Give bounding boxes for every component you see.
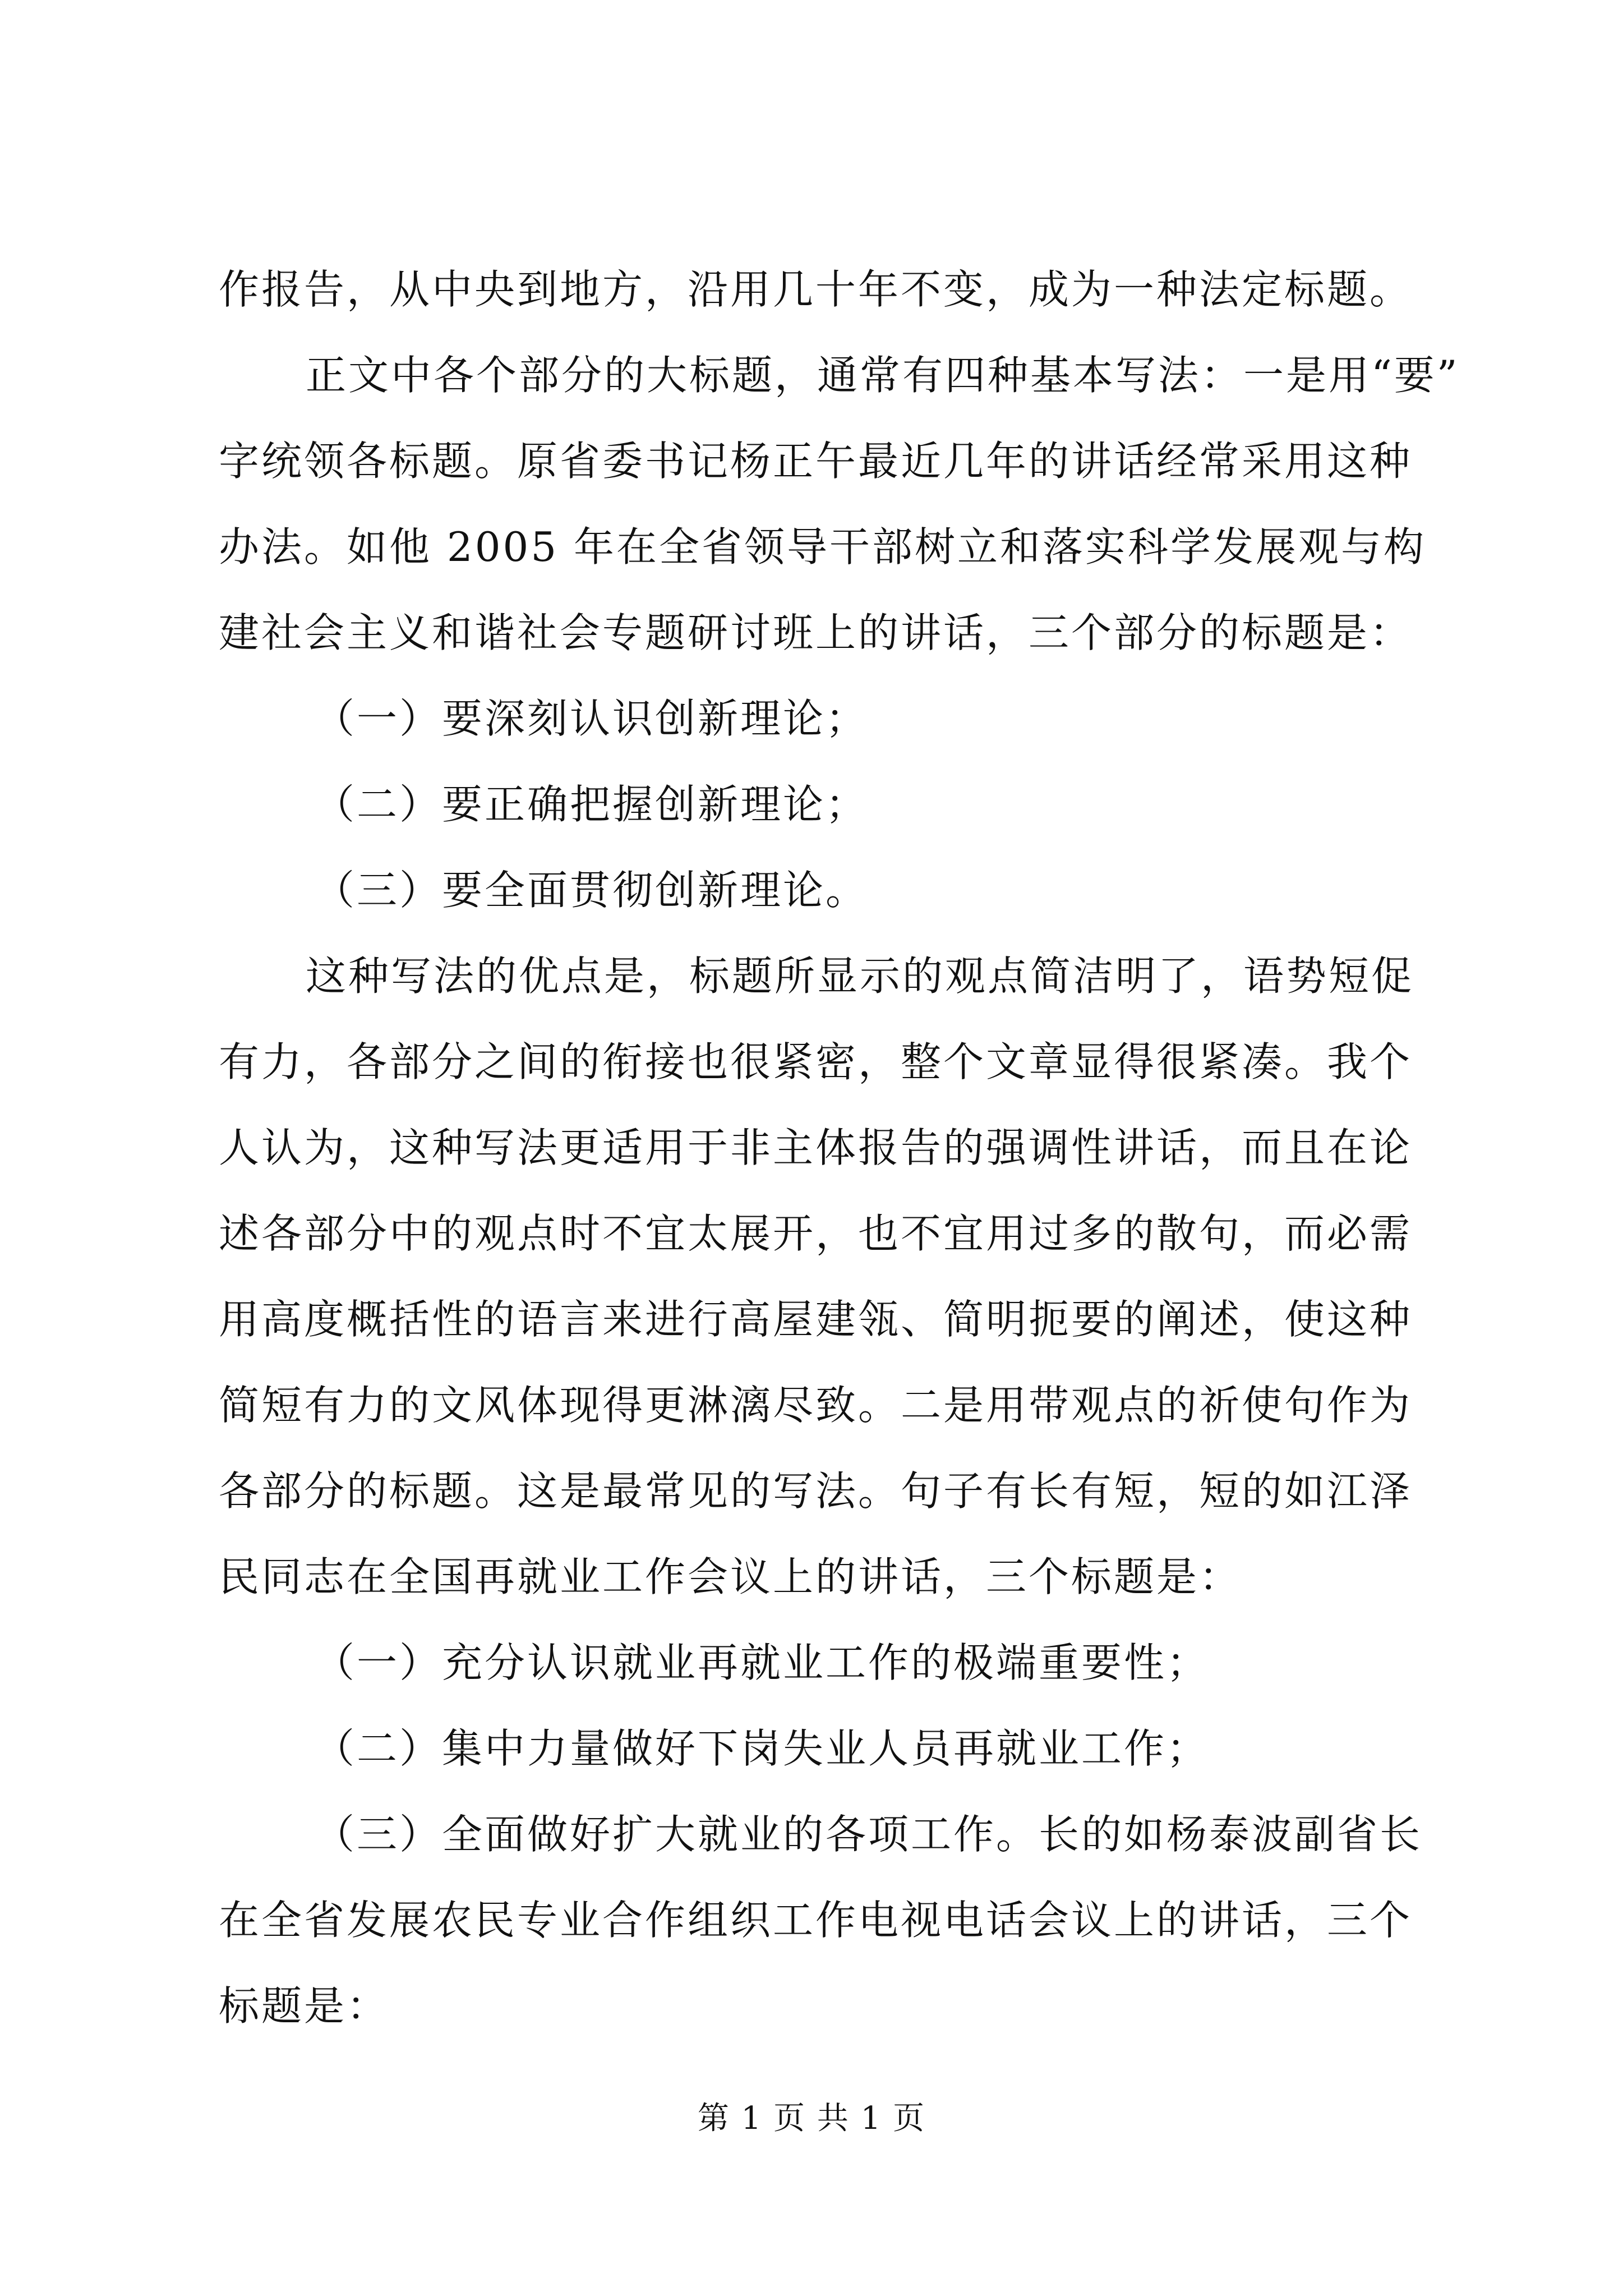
text-line: 用高度概括性的语言来进行高屋建瓴、简明扼要的阐述，使这种	[219, 1296, 1413, 1343]
text-line: 人认为，这种写法更适用于非主体报告的强调性讲话，而且在论	[219, 1124, 1413, 1171]
text-line: 简短有力的文风体现得更淋漓尽致。二是用带观点的祈使句作为	[219, 1382, 1413, 1429]
text-line: 在全省发展农民专业合作组织工作电视电话会议上的讲话，三个	[219, 1897, 1413, 1944]
text-line: 标题是：	[219, 1982, 390, 2030]
text-line: 民同志在全国再就业工作会议上的讲话，三个标题是：	[219, 1553, 1242, 1600]
text-line: 办法。如他 2005 年在全省领导干部树立和落实科学发展观与构	[219, 523, 1427, 570]
text-line: 字统领各标题。原省委书记杨正午最近几年的讲话经常采用这种	[219, 438, 1413, 485]
page-number-footer: 第 1 页 共 1 页	[697, 2100, 926, 2137]
paragraph-start-line: 这种写法的优点是，标题所显示的观点简洁明了，语势短促	[306, 953, 1414, 1000]
text-line: 有力，各部分之间的衔接也很紧密，整个文章显得很紧凑。我个	[219, 1038, 1413, 1085]
text-line: 作报告，从中央到地方，沿用几十年不变，成为一种法定标题。	[219, 266, 1413, 313]
paragraph-start-line: 正文中各个部分的大标题，通常有四种基本写法：一是用“要”	[306, 352, 1460, 399]
text-line: 建社会主义和谐社会专题研讨班上的讲话，三个部分的标题是：	[219, 609, 1413, 656]
text-line: 各部分的标题。这是最常见的写法。句子有长有短，短的如江泽	[219, 1467, 1413, 1515]
list-item: （二）要正确把握创新理论；	[314, 781, 869, 828]
list-item: （三）全面做好扩大就业的各项工作。长的如杨泰波副省长	[314, 1811, 1423, 1858]
list-item: （一）充分认识就业再就业工作的极端重要性；	[314, 1639, 1210, 1686]
list-item: （二）集中力量做好下岗失业人员再就业工作；	[314, 1725, 1210, 1772]
list-item: （一）要深刻认识创新理论；	[314, 695, 869, 742]
text-line: 述各部分中的观点时不宜太展开，也不宜用过多的散句，而必需	[219, 1210, 1413, 1257]
document-body	[219, 247, 1460, 2049]
list-item: （三）要全面贯彻创新理论。	[314, 867, 869, 914]
